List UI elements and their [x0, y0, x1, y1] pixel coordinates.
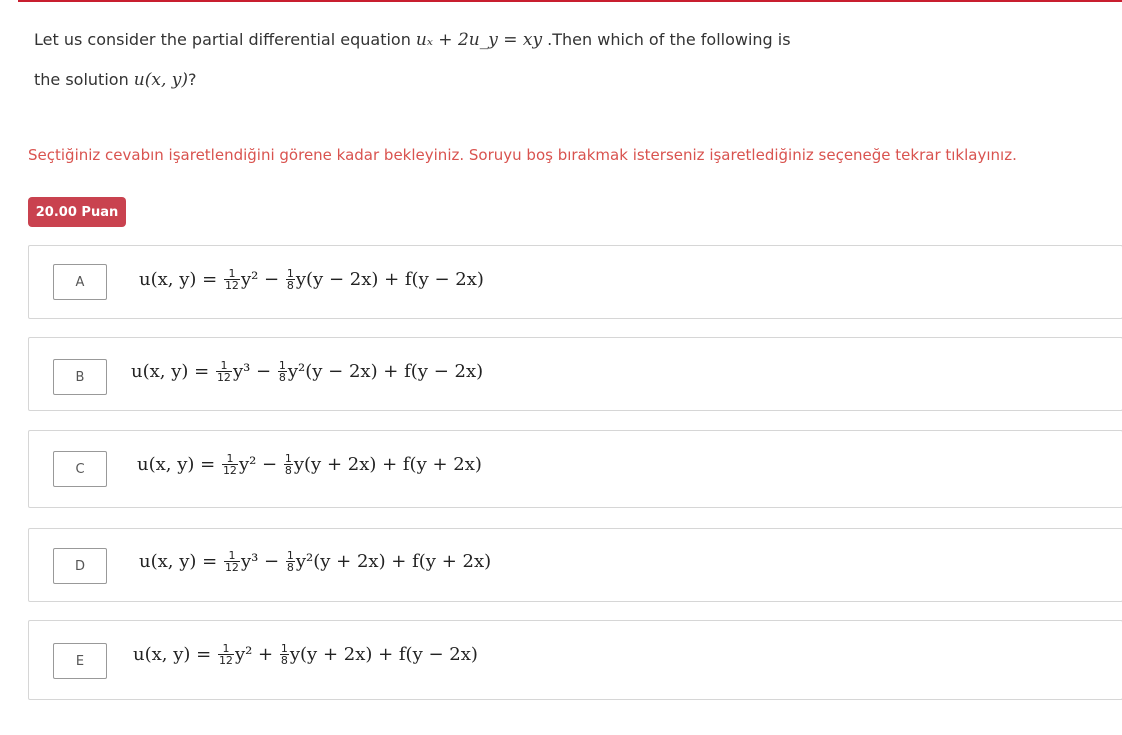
option-letter[interactable]: C — [53, 451, 107, 487]
option-a[interactable] — [28, 245, 1122, 319]
formula-rest: y(y + 2x) + f(y + 2x) — [293, 454, 482, 475]
fraction — [224, 550, 240, 573]
question-text — [34, 20, 1094, 100]
option-formula — [139, 268, 484, 291]
option-b[interactable] — [28, 337, 1122, 411]
frac-num: 1 — [228, 549, 236, 562]
points-badge: 20.00 Puan — [28, 197, 126, 227]
formula-rest: y(y − 2x) + f(y − 2x) — [295, 269, 484, 290]
frac-den: 8 — [286, 279, 294, 292]
frac-num: 1 — [278, 359, 286, 372]
question-middle: .Then which of the following is — [542, 30, 791, 49]
formula-lhs: u(x, y) = — [139, 269, 223, 290]
fraction — [284, 453, 293, 476]
fraction — [216, 360, 232, 383]
fraction — [286, 268, 295, 291]
option-c[interactable] — [28, 430, 1122, 508]
question-line2: the solution — [34, 70, 134, 89]
fraction — [224, 268, 240, 291]
fraction — [218, 643, 234, 666]
option-e[interactable] — [28, 620, 1122, 700]
instruction-text: Seçtiğiniz cevabın işaretlendiğini görene kadar bekleyiniz. Soruyu boş bırakmak isterseniz işaretlediğiniz seçeneğe tekrar tıklayınız. — [28, 146, 1017, 164]
frac-den: 12 — [216, 371, 231, 384]
frac-num: 1 — [286, 549, 294, 562]
fraction — [280, 643, 289, 666]
frac-den: 12 — [224, 279, 239, 292]
frac-num: 1 — [226, 452, 234, 465]
frac-den: 12 — [218, 654, 233, 667]
top-accent-line — [18, 0, 1122, 2]
question-suffix: ? — [188, 70, 197, 89]
frac-den: 8 — [280, 654, 288, 667]
frac-num: 1 — [222, 642, 230, 655]
frac-num: 1 — [228, 267, 236, 280]
fraction — [286, 550, 295, 573]
option-formula — [131, 360, 483, 383]
frac-den: 12 — [222, 464, 237, 477]
option-d[interactable] — [28, 528, 1122, 602]
frac-num: 1 — [280, 642, 288, 655]
formula-mid: y² − — [238, 454, 283, 475]
question-target: u(x, y) — [133, 70, 189, 90]
fraction — [222, 453, 238, 476]
formula-mid: y³ − — [232, 361, 277, 382]
option-letter[interactable]: E — [53, 643, 107, 679]
fraction — [278, 360, 287, 383]
frac-den: 8 — [284, 464, 292, 477]
option-letter[interactable]: D — [53, 548, 107, 584]
formula-rest: y(y + 2x) + f(y − 2x) — [289, 644, 478, 665]
option-letter[interactable]: B — [53, 359, 107, 395]
frac-num: 1 — [220, 359, 228, 372]
option-letter[interactable]: A — [53, 264, 107, 300]
frac-den: 8 — [278, 371, 286, 384]
question-prefix: Let us consider the partial differential equation — [34, 30, 416, 49]
formula-mid: y² − — [240, 269, 285, 290]
frac-num: 1 — [284, 452, 292, 465]
formula-rest: y²(y + 2x) + f(y + 2x) — [295, 551, 492, 572]
option-formula — [137, 453, 482, 476]
option-formula — [139, 550, 491, 573]
formula-mid: y³ − — [240, 551, 285, 572]
frac-num: 1 — [286, 267, 294, 280]
formula-lhs: u(x, y) = — [131, 361, 215, 382]
formula-mid: y² + — [234, 644, 279, 665]
frac-den: 12 — [224, 561, 239, 574]
formula-lhs: u(x, y) = — [139, 551, 223, 572]
formula-lhs: u(x, y) = — [133, 644, 217, 665]
question-equation: uₓ + 2u_y = xy — [415, 30, 543, 50]
formula-rest: y²(y − 2x) + f(y − 2x) — [287, 361, 484, 382]
option-formula — [133, 643, 478, 666]
frac-den: 8 — [286, 561, 294, 574]
formula-lhs: u(x, y) = — [137, 454, 221, 475]
